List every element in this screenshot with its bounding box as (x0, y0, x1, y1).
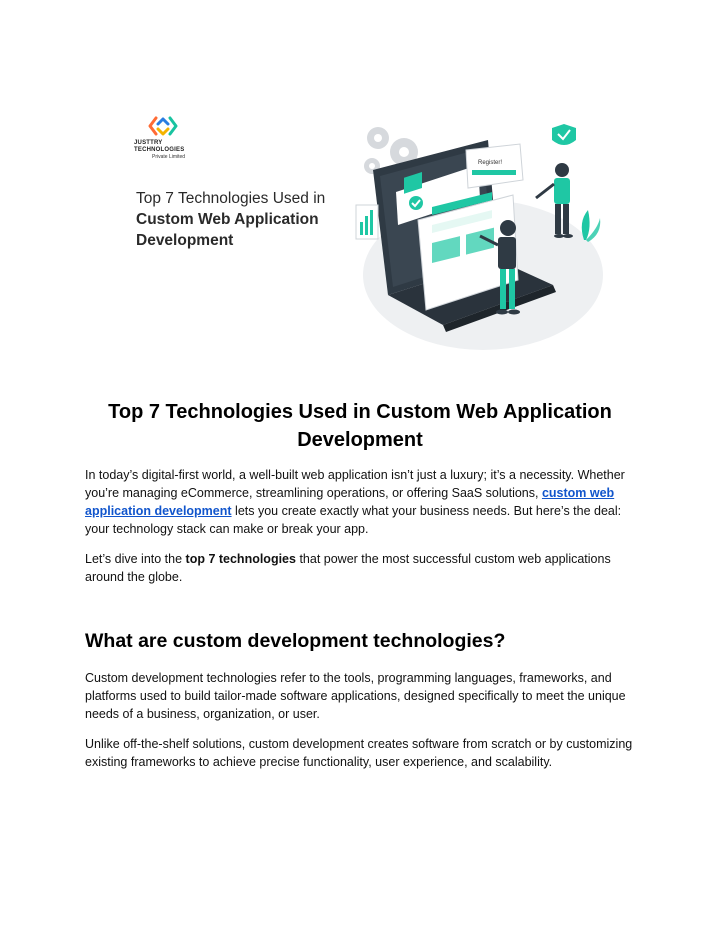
web-development-illustration (348, 110, 603, 355)
check-shield-icon (552, 124, 576, 145)
intro-text-start: In today’s digital-first world, a well-built web application isn’t just a luxury; it’s a necessity. Whether you’re managing eCommerce, streamlining operations, or offering SaaS solutions, (85, 468, 625, 500)
banner-title-line2: Custom Web Application (136, 211, 319, 228)
section-heading: What are custom development technologies? (85, 630, 506, 652)
comparison-paragraph: Unlike off-the-shelf solutions, custom development creates software from scratch or by customizing existing frameworks to achieve precise functionality, user experience, and scalability. (85, 737, 633, 769)
logo-mark-icon (146, 114, 180, 138)
banner-title-line3: Development (136, 232, 234, 249)
intro-paragraph (85, 466, 645, 538)
signup-label: Register! (478, 160, 503, 166)
definition-paragraph: Custom development technologies refer to the tools, programming languages, frameworks, and platforms used to build tailor-made software applications, designed specifically to meet the unique needs of a business, organization, or user. (85, 671, 626, 721)
dive-text-end: that power the most successful custom web applications around the globe. (85, 552, 611, 584)
intro-text-end: lets you create exactly what your business needs. But here’s the deal: your technology stack can make or break your app. (85, 504, 622, 536)
banner-title (136, 188, 346, 251)
banner-title-line1: Top 7 Technologies Used in (136, 190, 326, 207)
dive-text-start: Let’s dive into the (85, 552, 186, 566)
dive-bold-text: top 7 technologies (185, 552, 296, 566)
dive-paragraph (85, 550, 645, 586)
custom-web-app-link[interactable]: custom web application development (85, 486, 615, 518)
logo-subtitle: Private Limited (152, 154, 186, 160)
company-logo (134, 114, 214, 160)
header-banner (120, 100, 600, 355)
article-title: Top 7 Technologies Used in Custom Web Application Development (108, 401, 612, 451)
logo-name: JUSTTRY TECHNOLOGIES (134, 140, 185, 153)
